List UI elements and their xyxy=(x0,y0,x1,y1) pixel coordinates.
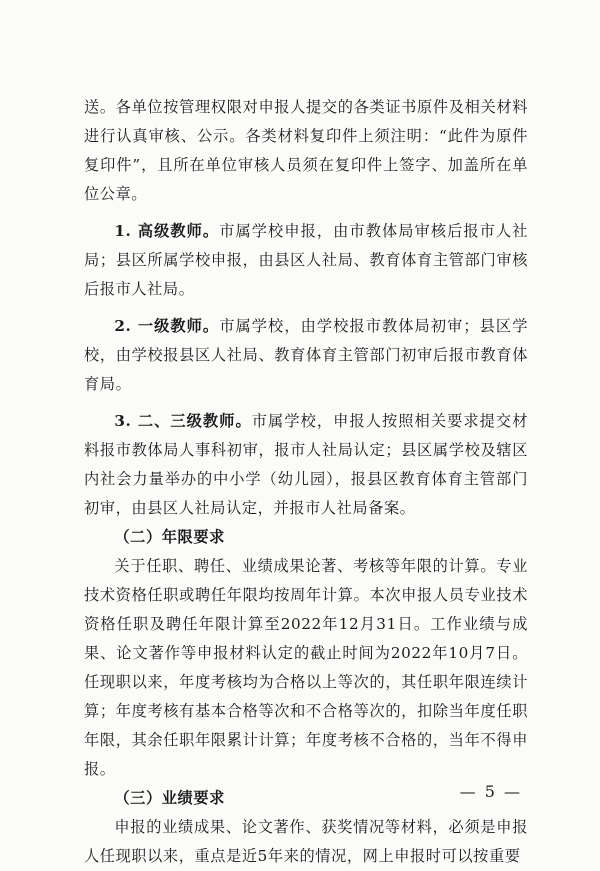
item-first-level-teacher-text: 市属学校，由学校报市教体局初审；县区学校，由学校报县区人社局、教育体育主管部门初审后报市教育体育局。 xyxy=(84,317,528,393)
item-senior-teacher xyxy=(84,217,528,304)
section-performance-text: 申报的业绩成果、论文著作、获奖情况等材料，必须是申报人任现职以来，重点是近5年来的情况，网上申报时可以按重要 xyxy=(84,818,528,865)
item-second-third-level-teacher-lead: 3. 二、三级教师。 xyxy=(114,412,252,430)
item-senior-teacher-lead: 1. 高级教师。 xyxy=(114,222,220,240)
intro-paragraph: 送。各单位按管理权限对申报人提交的各类证书原件及相关材料进行认真审核、公示。各类材料复印件上须注明：“此件为原件复印件”，且所在单位审核人员须在复印件上签字、加盖所在单位公章。 xyxy=(84,98,528,203)
item-first-level-teacher-lead: 2. 一级教师。 xyxy=(114,317,220,335)
section-heading-performance: （三）业绩要求 xyxy=(114,789,225,807)
document-body xyxy=(84,93,528,871)
page-number: — 5 — xyxy=(459,782,522,801)
section-years-text: 关于任职、聘任、业绩成果论著、考核等年限的计算。专业技术资格任职或聘任年限均按周年计算。本次申报人员专业技术资格任职及聘任年限计算至2022年12月31日。工作业绩与成果、论文著作等申报材料认定的截止时间为2022年10月7日。任现职以来，年度考核均为合格以上等次的，其任职年限连续计算；年度考核有基本合格等次和不合格等次的，扣除当年度任职年限，其余任职年限累计计算；年度考核不合格的，当年不得申报。 xyxy=(84,557,528,778)
item-second-third-level-teacher xyxy=(84,407,528,523)
item-second-third-level-teacher-text: 市属学校，申报人按照相关要求提交材料报市教体局人事科初审，报市人社局认定；县区属学校及辖区内社会力量举办的中小学（幼儿园），报县区教育体育主管部门初审，由县区人社局认定，并报市人社局备案。 xyxy=(84,412,528,517)
item-first-level-teacher xyxy=(84,312,528,399)
item-senior-teacher-text: 市属学校申报，由市教体局审核后报市人社局；县区所属学校申报，由县区人社局、教育体育主管部门审核后报市人社局。 xyxy=(84,222,528,298)
section-heading-years: （二）年限要求 xyxy=(114,528,225,546)
